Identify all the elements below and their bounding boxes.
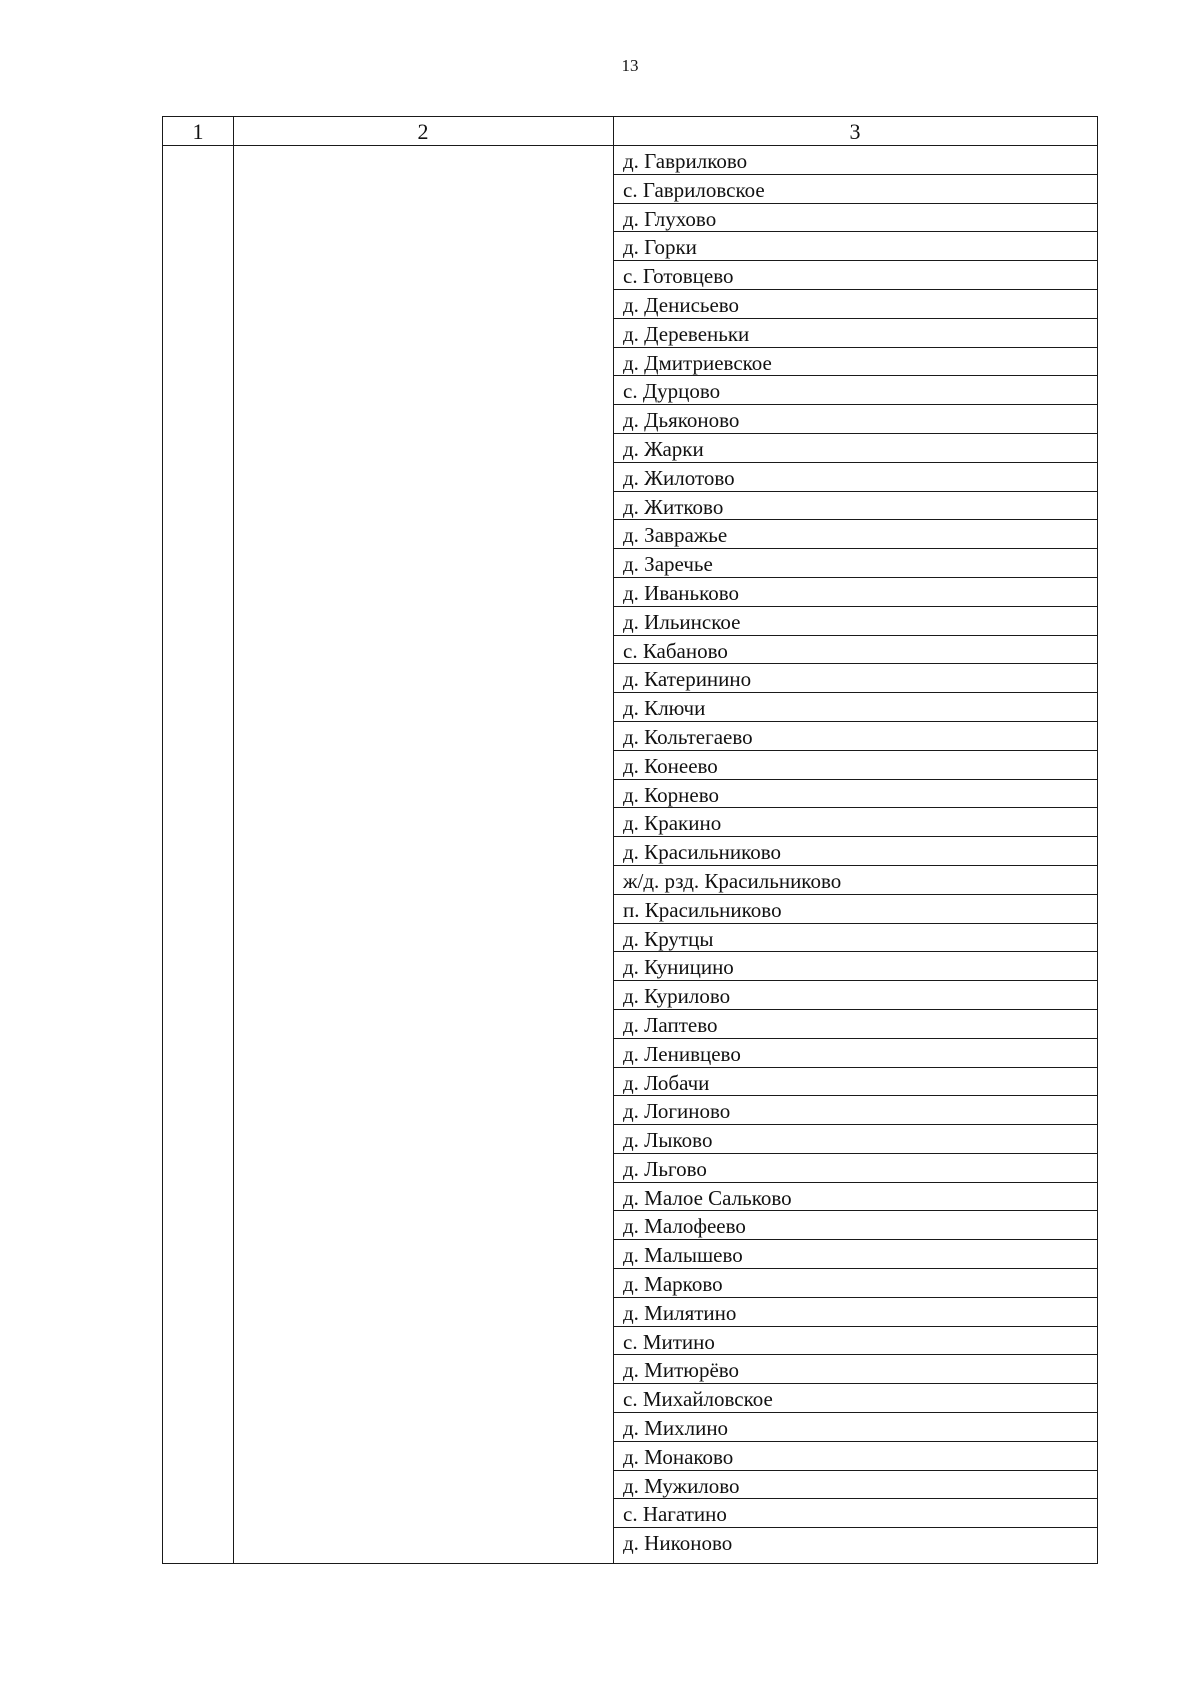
settlement-row: д. Ключи <box>613 693 1097 722</box>
settlement-row: д. Жилотово <box>613 463 1097 492</box>
settlement-row: д. Корнево <box>613 780 1097 809</box>
settlement-row: д. Курилово <box>613 981 1097 1010</box>
settlement-row: д. Иваньково <box>613 578 1097 607</box>
settlement-row: д. Лобачи <box>613 1068 1097 1097</box>
settlement-row: д. Лаптево <box>613 1010 1097 1039</box>
settlement-row: д. Горки <box>613 232 1097 261</box>
settlement-row: д. Михлино <box>613 1413 1097 1442</box>
column-divider <box>233 117 234 1563</box>
settlement-row: д. Глухово <box>613 204 1097 233</box>
settlement-row: д. Жарки <box>613 434 1097 463</box>
settlement-row: д. Житково <box>613 492 1097 521</box>
settlement-row: д. Крутцы <box>613 924 1097 953</box>
settlement-row: д. Марково <box>613 1269 1097 1298</box>
settlement-row: д. Красильниково <box>613 837 1097 866</box>
settlement-row: д. Мужилово <box>613 1471 1097 1500</box>
settlement-row: ж/д. рзд. Красильниково <box>613 866 1097 895</box>
settlement-row: д. Монаково <box>613 1442 1097 1471</box>
settlements-list <box>613 146 1097 1557</box>
settlement-row: д. Митюрёво <box>613 1355 1097 1384</box>
settlement-row: с. Дурцово <box>613 376 1097 405</box>
column-header-1: 1 <box>192 119 204 144</box>
settlement-row: д. Малышево <box>613 1240 1097 1269</box>
settlement-row: с. Михайловское <box>613 1384 1097 1413</box>
settlement-row: д. Куницино <box>613 952 1097 981</box>
settlement-row: с. Митино <box>613 1327 1097 1356</box>
settlement-row: с. Гавриловское <box>613 175 1097 204</box>
settlement-row: д. Дмитриевское <box>613 348 1097 377</box>
settlement-row: с. Кабаново <box>613 636 1097 665</box>
settlement-row: д. Катеринино <box>613 664 1097 693</box>
settlement-row: д. Конеево <box>613 751 1097 780</box>
settlement-row: д. Милятино <box>613 1298 1097 1327</box>
settlement-row: с. Готовцево <box>613 261 1097 290</box>
page-number: 13 <box>621 56 639 75</box>
settlement-row: д. Ленивцево <box>613 1039 1097 1068</box>
settlement-row: д. Ильинское <box>613 607 1097 636</box>
settlement-row: д. Малое Сальково <box>613 1183 1097 1212</box>
settlement-row: д. Льгово <box>613 1154 1097 1183</box>
settlement-row: д. Логиново <box>613 1096 1097 1125</box>
settlement-row: д. Малофеево <box>613 1211 1097 1240</box>
settlement-row: д. Кольтегаево <box>613 722 1097 751</box>
settlement-row: д. Дьяконово <box>613 405 1097 434</box>
settlement-row: п. Красильниково <box>613 895 1097 924</box>
settlement-row: д. Заречье <box>613 549 1097 578</box>
settlement-row: д. Денисьево <box>613 290 1097 319</box>
settlement-row: д. Кракино <box>613 808 1097 837</box>
settlement-row: д. Завражье <box>613 520 1097 549</box>
settlement-row: с. Нагатино <box>613 1499 1097 1528</box>
settlement-row: д. Никоново <box>623 1531 733 1556</box>
column-header-2: 2 <box>417 119 429 144</box>
settlements-table <box>162 116 1098 1564</box>
settlement-row: д. Деревеньки <box>613 319 1097 348</box>
column-header-3: 3 <box>849 119 861 144</box>
settlement-row: д. Лыково <box>613 1125 1097 1154</box>
settlement-row: д. Гаврилково <box>613 146 1097 175</box>
